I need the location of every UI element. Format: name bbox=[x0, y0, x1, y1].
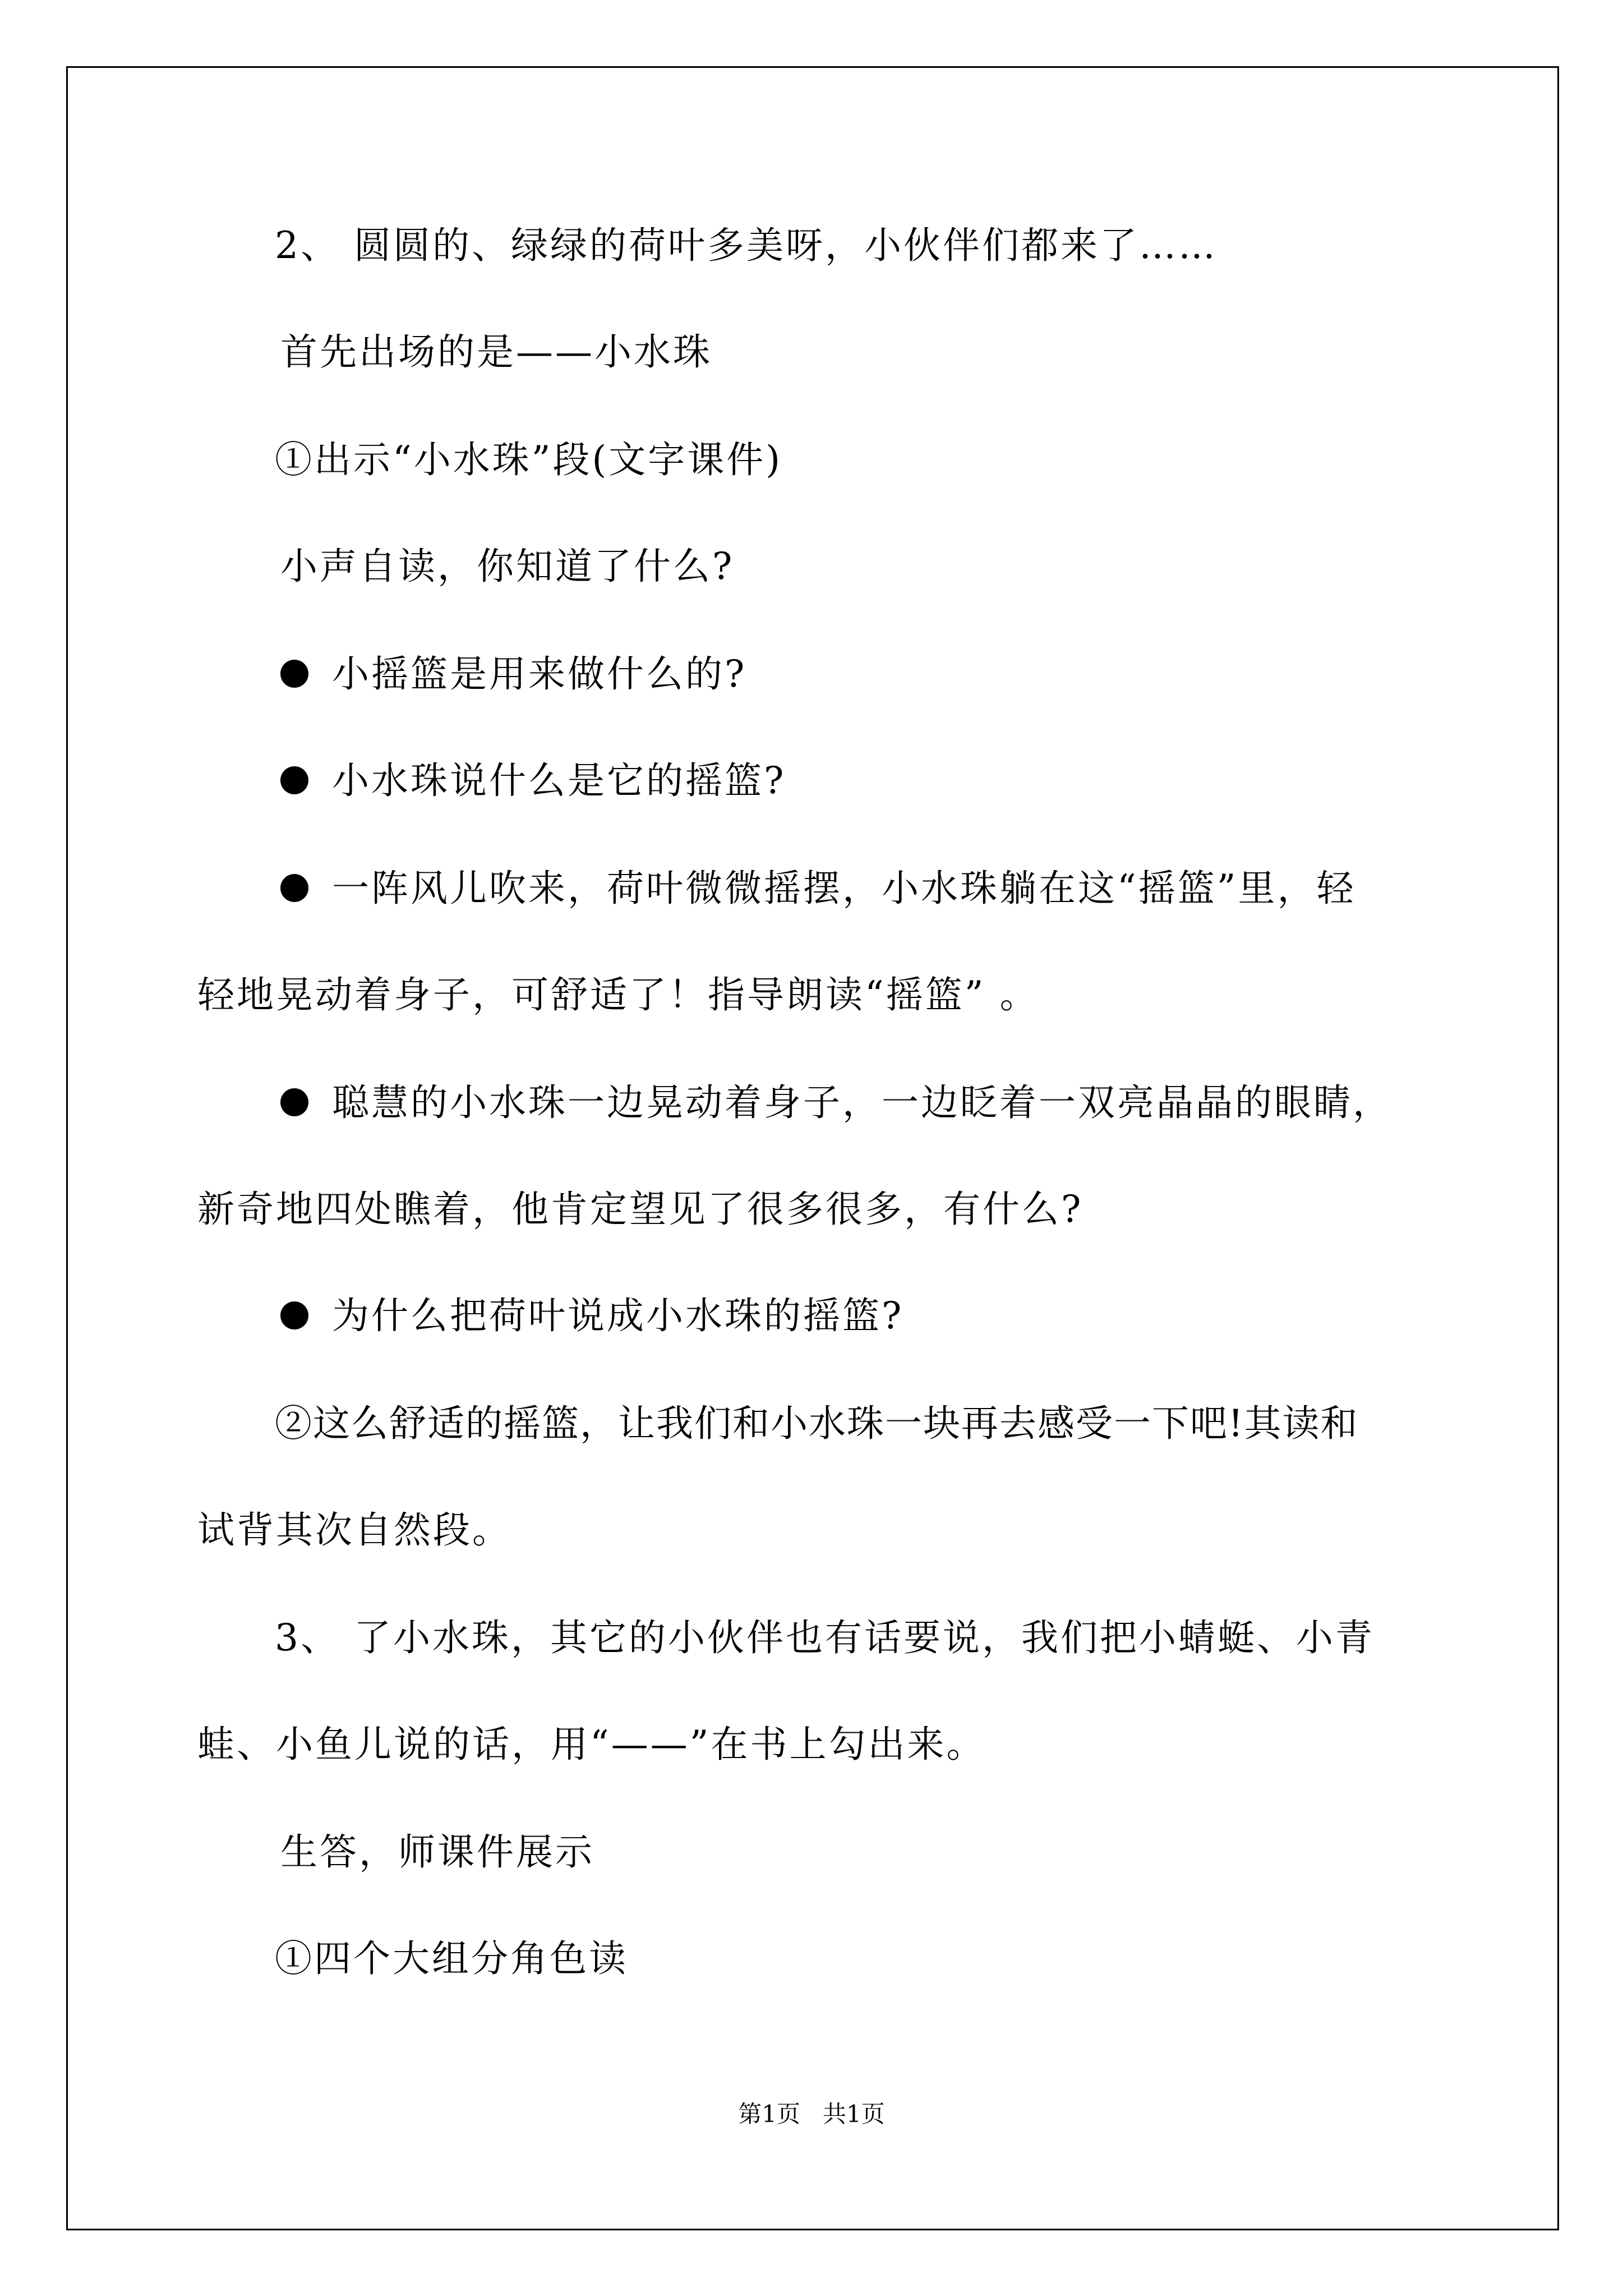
paragraph-item-3-friends: 3、 了小水珠，其它的小伙伴也有话要说，我们把小蜻蜓、小青 bbox=[275, 1616, 1375, 1659]
paragraph-clever-water-drop-continued: 新奇地四处瞧着，他肯定望见了很多很多，有什么? bbox=[197, 1188, 1083, 1231]
bullet-text: 小摇篮是用来做什么的? bbox=[332, 652, 747, 696]
bullet-icon bbox=[280, 1301, 308, 1329]
page-footer: 第1页 共1页 bbox=[738, 2100, 885, 2128]
bullet-clever-water-drop bbox=[280, 1080, 1392, 1125]
bullet-icon bbox=[280, 1088, 308, 1116]
bullet-text: 小水珠说什么是它的摇篮? bbox=[332, 759, 786, 802]
bullet-question-why-cradle bbox=[280, 1294, 903, 1338]
bullet-text: 为什么把荷叶说成小水珠的摇篮? bbox=[332, 1294, 904, 1337]
bullet-icon bbox=[280, 874, 308, 902]
bullet-icon bbox=[280, 766, 308, 794]
paragraph-show-water-drop: ①出示“小水珠”段(文字课件) bbox=[275, 438, 782, 481]
paragraph-student-answer: 生答，师课件展示 bbox=[280, 1830, 594, 1874]
bullet-wind-blows bbox=[280, 866, 1355, 911]
page-border bbox=[66, 66, 1559, 2230]
bullet-question-cradle-use bbox=[280, 652, 746, 697]
paragraph-item-3-continued: 蛙、小鱼儿说的话，用“——”在书上勾出来。 bbox=[197, 1723, 986, 1766]
paragraph-group-role-reading: ①四个大组分角色读 bbox=[275, 1937, 628, 1980]
bullet-text: 聪慧的小水珠一边晃动着身子，一边眨着一双亮晶晶的眼睛， bbox=[332, 1081, 1392, 1124]
paragraph-comfortable-cradle: ②这么舒适的摇篮，让我们和小水珠一块再去感受一下吧!其读和 bbox=[275, 1402, 1359, 1445]
bullet-text: 一阵风儿吹来，荷叶微微摇摆，小水珠躺在这“摇篮”里，轻 bbox=[332, 867, 1356, 910]
paragraph-comfortable-cradle-continued: 试背其次自然段。 bbox=[197, 1508, 511, 1552]
bullet-question-what-cradle bbox=[280, 758, 786, 803]
paragraph-read-quietly: 小声自读，你知道了什么? bbox=[280, 545, 735, 588]
paragraph-item-2-intro: 2、 圆圆的、绿绿的荷叶多美呀，小伙伴们都来了…… bbox=[275, 224, 1218, 267]
paragraph-wind-blows-continued: 轻地晃动着身子，可舒适了！指导朗读“摇篮” 。 bbox=[197, 973, 1039, 1016]
paragraph-first-appearance: 首先出场的是——小水珠 bbox=[280, 330, 712, 374]
bullet-icon bbox=[280, 660, 308, 688]
